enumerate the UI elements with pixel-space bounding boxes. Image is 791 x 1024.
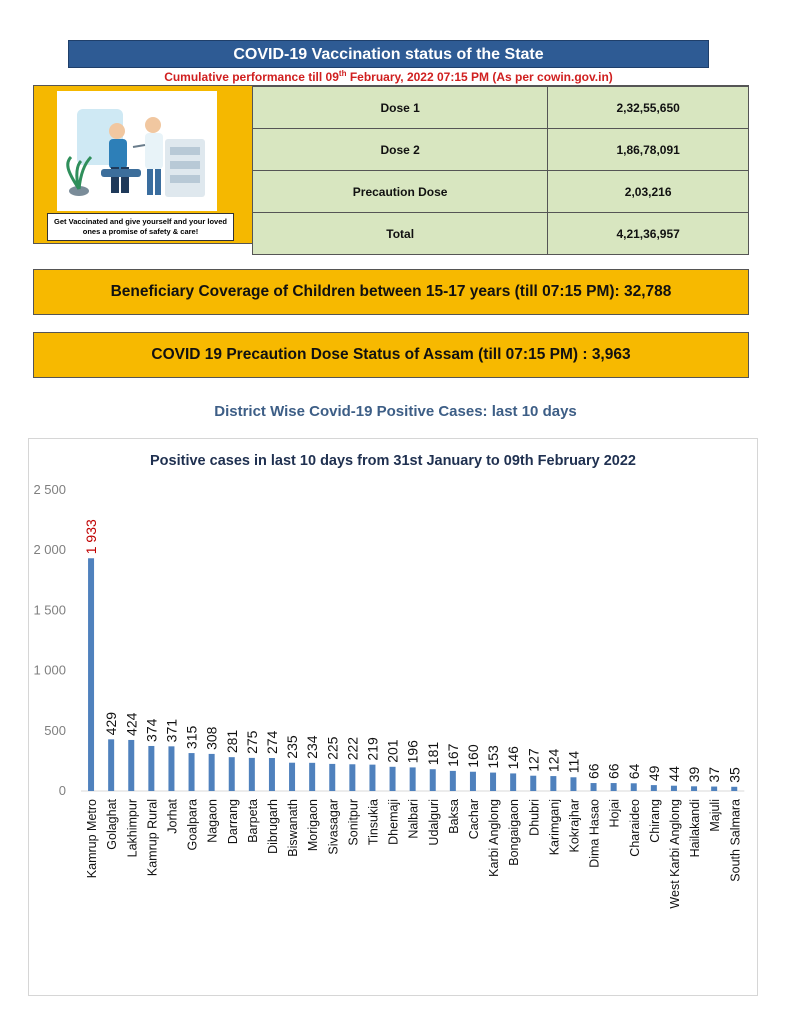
bar: [611, 783, 617, 791]
bar: [651, 785, 657, 791]
bar: [390, 767, 396, 791]
data-label: 181: [424, 741, 441, 766]
data-label: 235: [284, 735, 301, 759]
bar: [289, 763, 295, 791]
section-title: District Wise Covid-19 Positive Cases: last 10 days: [214, 403, 577, 420]
bar: [410, 767, 416, 791]
category-label: Cachar: [466, 799, 481, 840]
category-label: Morigaon: [306, 799, 321, 852]
subtitle-prefix: Cumulative performance till 09: [164, 70, 339, 84]
category-label: Kokrajhar: [567, 799, 582, 853]
category-label: Majuli: [708, 799, 723, 832]
bar: [470, 772, 476, 791]
data-label: 234: [304, 735, 321, 759]
data-label: 225: [324, 736, 341, 760]
category-label: Lakhimpur: [125, 799, 140, 858]
category-label: Chirang: [647, 799, 662, 843]
bar: [148, 746, 154, 791]
data-label: 127: [525, 748, 542, 772]
category-label: Dhubri: [527, 799, 542, 836]
data-label: 201: [384, 739, 401, 763]
category-label: Hojai: [607, 799, 622, 828]
dose-value: 4,21,36,957: [548, 213, 749, 255]
category-label: Kamrup Rural: [145, 799, 160, 877]
bar: [691, 786, 697, 791]
category-label: Tinsukia: [366, 799, 381, 846]
dose-label: Total: [253, 213, 548, 255]
dose-value: 1,86,78,091: [548, 129, 749, 171]
category-label: Nalbari: [406, 799, 421, 839]
category-label: Goalpara: [185, 799, 200, 851]
bar: [249, 758, 255, 791]
data-label: 124: [545, 748, 562, 773]
category-label: Dibrugarh: [265, 799, 280, 854]
bar: [731, 787, 737, 791]
precaution-dose-banner: COVID 19 Precaution Dose Status of Assam (till 07:15 PM) : 3,963: [33, 332, 749, 378]
category-label: Sonitpur: [346, 799, 361, 846]
data-label: 39: [686, 766, 703, 783]
bar: [168, 746, 174, 791]
data-label: 160: [464, 744, 481, 768]
data-label: 153: [485, 745, 502, 769]
data-label: 219: [364, 737, 381, 761]
category-label: Charaideo: [627, 799, 642, 857]
dose-label: Dose 2: [253, 129, 548, 171]
category-label: Jorhat: [165, 799, 180, 834]
y-tick-label: 1 500: [33, 602, 66, 618]
data-label: 371: [163, 718, 180, 743]
data-label: 274: [263, 730, 280, 755]
dose-value: 2,03,216: [548, 171, 749, 213]
data-label: 167: [444, 743, 461, 767]
data-label: 196: [404, 740, 421, 764]
data-label: 44: [665, 766, 682, 782]
bar: [108, 739, 114, 791]
data-label: 114: [565, 750, 582, 774]
category-label: Baksa: [446, 799, 461, 834]
bar: [591, 783, 597, 791]
bar: [209, 754, 215, 791]
bar: [570, 777, 576, 791]
y-tick-label: 1 000: [33, 662, 66, 678]
category-label: Dima Hasao: [587, 799, 602, 868]
data-label: 281: [223, 729, 240, 754]
category-label: Bongaigaon: [507, 799, 522, 866]
bar: [229, 757, 235, 791]
subtitle-superscript: th: [338, 69, 347, 78]
category-label: Barpeta: [245, 799, 260, 843]
bar: [329, 764, 335, 791]
data-label: 1 933: [83, 519, 100, 555]
data-label: 374: [143, 718, 160, 742]
dose-value: 2,32,55,650: [548, 87, 749, 129]
bar: [349, 764, 355, 791]
category-label: Darrang: [225, 799, 240, 845]
category-label: Udalguri: [426, 799, 441, 846]
bar: [269, 758, 275, 791]
chart-title: Positive cases in last 10 days from 31st January to 09th February 2022: [150, 453, 636, 469]
data-label: 35: [726, 767, 743, 783]
category-label: Karimganj: [547, 799, 562, 856]
data-label: 308: [203, 726, 220, 750]
bar: [88, 558, 94, 791]
category-label: Karbi Anglong: [487, 799, 502, 877]
data-label: 66: [585, 763, 602, 780]
y-tick-label: 2 500: [33, 482, 66, 497]
children-coverage-banner: Beneficiary Coverage of Children between 15-17 years (till 07:15 PM): 32,788: [33, 269, 749, 315]
bar: [530, 776, 536, 791]
data-label: 64: [625, 763, 642, 780]
category-label: Kamrup Metro: [85, 799, 100, 879]
data-label: 146: [505, 746, 522, 770]
bar: [369, 765, 375, 791]
category-label: Nagaon: [205, 799, 220, 843]
bar: [510, 773, 516, 791]
data-label: 275: [243, 730, 260, 754]
bar: [450, 771, 456, 791]
y-tick-label: 0: [58, 783, 66, 798]
data-label: 429: [103, 711, 120, 736]
data-label: 37: [706, 766, 723, 783]
y-tick-label: 500: [44, 722, 66, 738]
data-label: 49: [645, 765, 662, 782]
dose-label: Precaution Dose: [253, 171, 548, 213]
bar: [550, 776, 556, 791]
dose-label: Dose 1: [253, 87, 548, 129]
category-label: Dhemaji: [386, 799, 401, 845]
bar: [711, 787, 717, 791]
data-label: 424: [123, 712, 140, 736]
data-label: 315: [183, 725, 200, 750]
bar: [631, 783, 637, 791]
bar: [671, 786, 677, 791]
promo-caption: Get Vaccinated and give yourself and your loved ones a promise of safety & care!: [47, 213, 234, 241]
bar: [189, 753, 195, 791]
bar: [309, 763, 315, 791]
y-tick-label: 2 000: [33, 542, 66, 558]
category-label: South Salmara: [728, 799, 743, 882]
data-label: 66: [605, 763, 622, 780]
bar: [128, 740, 134, 791]
page-title: COVID-19 Vaccination status of the State: [68, 40, 709, 68]
bar: [490, 773, 496, 791]
subtitle-suffix: February, 2022 07:15 PM (As per cowin.gov.in): [346, 70, 613, 84]
category-label: Biswanath: [286, 799, 301, 857]
bar: [430, 769, 436, 791]
data-label: 222: [344, 736, 361, 761]
category-label: Sivasagar: [326, 799, 341, 855]
category-label: West Karbi Anglong: [667, 799, 682, 909]
category-label: Hailakandi: [688, 799, 703, 858]
category-label: Golaghat: [105, 799, 120, 850]
